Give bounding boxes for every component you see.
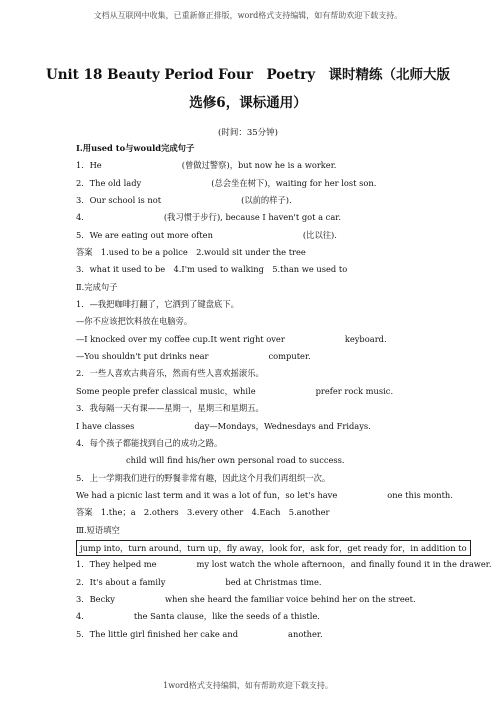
sec2-q3: 3．我每隔一天有课——星期一，星期三和星期五。 <box>76 403 264 414</box>
sec3-q3: 3．Becky when she heard the familiar voice behind her on the street. <box>76 593 416 604</box>
sec3-q1: 1．They helped me my lost watch the whole afternoon，and finally found it in the drawer. <box>76 559 492 570</box>
sec2-q1b: —你不应该把饮料放在电脑旁。 <box>76 316 193 327</box>
sec2-q1: 1．—我把咖啡打翻了，它洒到了键盘底下。 <box>76 299 239 310</box>
sec1-q3: 3．Our school is not (以前的样子). <box>76 195 292 206</box>
section-2-heading: Ⅱ.完成句子 <box>76 281 118 292</box>
sec2-q2: 2．一些人喜欢古典音乐，然而有些人喜欢摇滚乐。 <box>76 368 264 379</box>
sec2-q1d: —You shouldn't put drinks near computer. <box>76 351 311 362</box>
phrase-box: jump into，turn around，turn up，fly away，look for，ask for，get ready for，in addition to <box>76 540 471 556</box>
sec1-answer-2: 3．what it used to be 4.I'm used to walking 5.than we used to <box>76 264 348 275</box>
sec2-q5: 5．上一学期我们进行的野餐非常有趣，因此这个月我们再组织一次。 <box>76 472 331 483</box>
footer-note: 1word格式支持编辑，如有帮助欢迎下载支持。 <box>163 681 333 690</box>
sec3-q2: 2．It's about a family bed at Christmas time. <box>76 576 322 587</box>
header-note: 文档从互联网中收集，已重新修正排版，word格式支持编辑，如有帮助欢迎下载支持。 <box>93 11 403 20</box>
sec1-answer-1: 答案 1.used to be a police 2.would sit under the tree <box>76 247 306 258</box>
section-1-heading: Ⅰ.用used to与would完成句子 <box>76 143 195 153</box>
sec2-q2b: Some people prefer classical music，while prefer rock music. <box>76 385 394 396</box>
sec1-q2: 2．The old lady (总会坐在树下)，waiting for her lost son. <box>76 177 377 188</box>
document-body <box>76 140 492 643</box>
sec2-q3b: I have classes day—Mondays，Wednesdays and Fridays. <box>76 420 371 431</box>
section-3-heading: Ⅲ.短语填空 <box>76 524 120 535</box>
sec2-q1c: —I knocked over my coffee cup.It went right over keyboard. <box>76 333 387 344</box>
sec2-q4b: child will find his/her own personal road to success. <box>126 455 345 466</box>
sec1-q1: 1．He (曾做过警察)，but now he is a worker. <box>76 160 337 171</box>
sec3-q4: 4. the Santa clause，like the seeds of a thistle. <box>76 611 320 622</box>
sec1-q4: 4. (我习惯于步行), because I haven't got a car. <box>76 212 341 223</box>
sec2-q4: 4．每个孩子都能找到自己的成功之路。 <box>76 437 223 448</box>
phrase-box-line <box>76 539 467 556</box>
sec1-q5: 5．We are eating out more often (比以往). <box>76 229 337 240</box>
sec3-q5: 5．The little girl finished her cake and another. <box>76 628 323 639</box>
title-line-1: Unit 18 Beauty Period Four Poetry 课时精练（北师大版 <box>45 67 451 83</box>
title-line-2: 选修6，课标通用） <box>189 95 307 111</box>
time-note: (时间：35分钟) <box>218 128 278 138</box>
sec2-answer: 答案 1.the；a 2.others 3.every other 4.Each 5.another <box>76 507 330 518</box>
sec2-q5b: We had a picnic last term and it was a lot of fun，so let's have one this month. <box>76 489 453 500</box>
